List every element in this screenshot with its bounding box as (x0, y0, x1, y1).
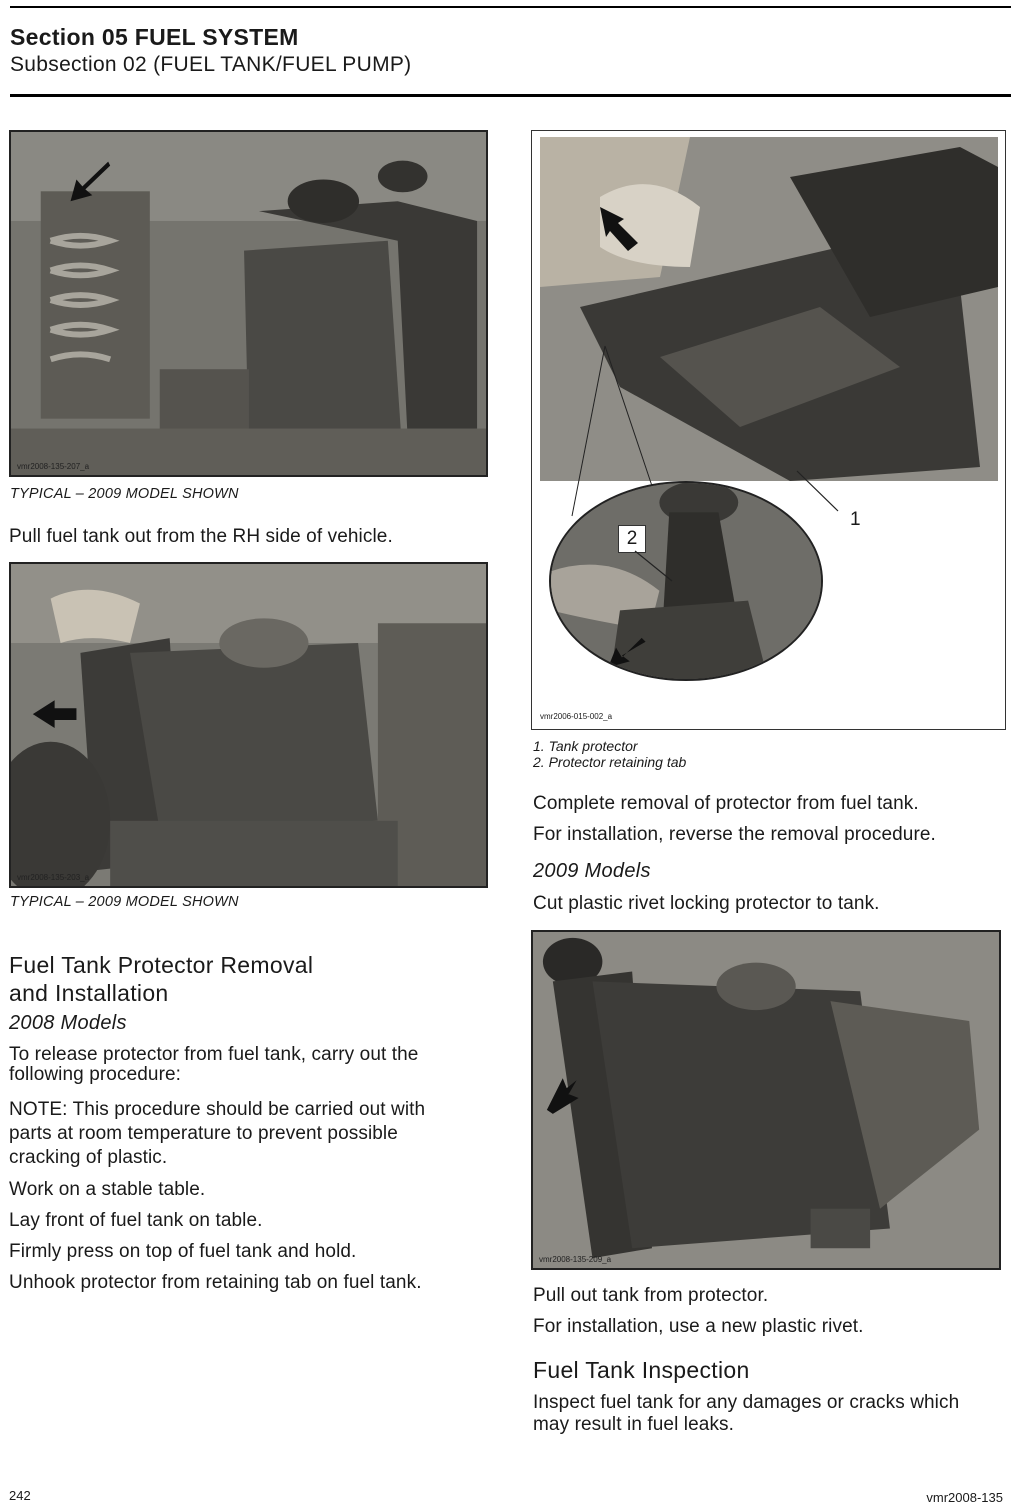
paragraph-unhook: Unhook protector from retaining tab on fuel tank. (9, 1272, 422, 1293)
photo-illustration (540, 137, 998, 481)
paragraph-complete-removal: Complete removal of protector from fuel tank. (533, 793, 919, 814)
document-code: vmr2008-135 (926, 1490, 1003, 1505)
text-line: To release protector from fuel tank, carry out the (9, 1044, 419, 1065)
subheading-2008-models: 2008 Models (9, 1012, 127, 1034)
text-line: may result in fuel leaks. (533, 1414, 735, 1435)
figure-caption: TYPICAL – 2009 MODEL SHOWN (10, 894, 239, 910)
paragraph-release-procedure (9, 1042, 489, 1088)
figure-tank-removal (9, 562, 488, 888)
figure-tank-with-protector (531, 930, 1001, 1270)
text-line: cracking of plastic. (9, 1147, 168, 1168)
photo-illustration (11, 564, 486, 886)
callout-2: 2 (618, 525, 646, 553)
text-line: following procedure: (9, 1064, 182, 1085)
legend-item-1: 1. Tank protector (533, 738, 638, 754)
subsection-title: Subsection 02 (FUEL TANK/FUEL PUMP) (10, 53, 412, 76)
note-paragraph (9, 1097, 489, 1171)
paragraph-press-top: Firmly press on top of fuel tank and hold. (9, 1241, 357, 1262)
note-text: This procedure should be carried out with (67, 1099, 426, 1120)
paragraph-new-rivet: For installation, use a new plastic rivet. (533, 1316, 864, 1337)
figure-caption: TYPICAL – 2009 MODEL SHOWN (10, 486, 239, 502)
figure-id: vmr2008-135-203_a (17, 873, 90, 882)
photo-illustration (11, 132, 486, 475)
figure-id: vmr2008-135-209_a (539, 1255, 612, 1264)
header-rule (10, 94, 1011, 97)
paragraph-lay-front: Lay front of fuel tank on table. (9, 1210, 263, 1231)
heading-line: Fuel Tank Protector Removal (9, 952, 314, 978)
section-title: Section 05 FUEL SYSTEM (10, 24, 299, 50)
photo-illustration (551, 483, 821, 679)
inset-magnifier (549, 481, 823, 681)
paragraph-pull-tank: Pull fuel tank out from the RH side of vehicle. (9, 526, 393, 547)
figure-id: vmr2008-135-207_a (17, 462, 90, 471)
callout-1: 1 (850, 509, 861, 530)
text-line (9, 1097, 489, 1123)
subheading-2009-models: 2009 Models (533, 860, 651, 882)
text-line: Inspect fuel tank for any damages or cracks which (533, 1392, 960, 1413)
section-heading-fuel-tank-inspection: Fuel Tank Inspection (533, 1357, 750, 1383)
paragraph-pull-out-tank: Pull out tank from protector. (533, 1285, 769, 1306)
paragraph-inspect (533, 1390, 1009, 1438)
figure-legend (533, 738, 686, 770)
page-number: 242 (9, 1488, 31, 1503)
top-rule (10, 6, 1011, 8)
heading-line: and Installation (9, 980, 169, 1006)
text-line: parts at room temperature to prevent possible (9, 1123, 398, 1144)
legend-item-2: 2. Protector retaining tab (533, 754, 687, 770)
figure-id: vmr2006-015-002_a (540, 712, 613, 721)
figure-tank-protector (531, 130, 1006, 730)
paragraph-work-table: Work on a stable table. (9, 1179, 206, 1200)
figure-fuel-tank-in-vehicle (9, 130, 488, 477)
paragraph-installation-reverse: For installation, reverse the removal procedure. (533, 824, 936, 845)
photo-illustration (533, 932, 999, 1268)
photo-protector-top (540, 137, 998, 481)
note-label: NOTE: (9, 1099, 68, 1120)
paragraph-cut-rivet: Cut plastic rivet locking protector to tank. (533, 893, 880, 914)
section-heading-protector-removal (9, 951, 313, 1007)
